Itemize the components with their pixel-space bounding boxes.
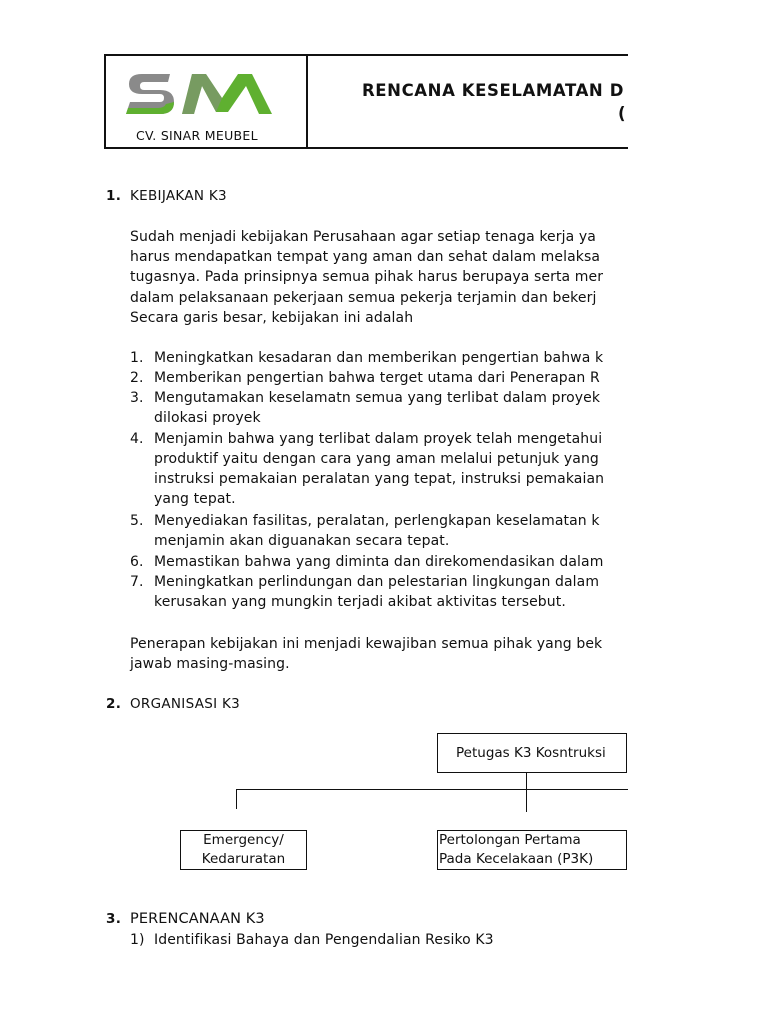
closing-line: jawab masing-masing. [130, 656, 290, 673]
intro-line: Sudah menjadi kebijakan Perusahaan agar setiap tenaga kerja ya [130, 229, 596, 245]
org-box-p3k [437, 830, 627, 870]
policy-item-text: yang tepat. [154, 491, 236, 507]
policy-item-6 [130, 552, 628, 572]
section-2-number: 2. [106, 696, 122, 712]
section-1-closing [130, 634, 602, 674]
policy-item-number: 4. [130, 431, 144, 447]
policy-item-text: Mengutamakan keselamatn semua yang terlibat dalam proyek [154, 390, 601, 406]
policy-item-text: dilokasi proyek [154, 410, 261, 426]
policy-item-number: 1. [130, 350, 144, 366]
closing-line: Penerapan kebijakan ini menjadi kewajiban semua pihak yang bek [130, 636, 603, 652]
policy-item-number: 6. [130, 554, 144, 570]
org-box-petugas-k3 [437, 733, 627, 773]
company-name: CV. SINAR MEUBEL [136, 128, 258, 143]
policy-item-number: 7. [130, 574, 144, 590]
policy-item-2 [130, 368, 628, 388]
policy-item-text: menjamin akan diguanakan secara tepat. [154, 533, 450, 549]
policy-item-text: Menyediakan fasilitas, peralatan, perlengkapan keselamatan k [154, 513, 600, 529]
section-3-sub-text: Identifikasi Bahaya dan Pengendalian Resiko K3 [154, 932, 494, 948]
section-3-heading: PERENCANAAN K3 [130, 911, 265, 927]
policy-item-1 [130, 348, 628, 368]
policy-item-text: Meningkatkan kesadaran dan memberikan pengertian bahwa k [154, 350, 604, 366]
policy-item-text: instruksi pemakaian peralatan yang tepat, instruksi pemakaian [154, 471, 605, 487]
org-box-label: Emergency/ [203, 832, 284, 848]
document-title: RENCANA KESELAMATAN D [362, 81, 624, 100]
policy-item-5 [130, 511, 628, 551]
section-3-sub-number: 1) [130, 932, 145, 948]
intro-line: tugasnya. Pada prinsipnya semua pihak harus berupaya serta mer [130, 269, 604, 286]
header-divider [306, 54, 308, 149]
intro-line: dalam pelaksanaan pekerjaan semua pekerja terjamin dan bekerj [130, 289, 597, 306]
section-2-heading: ORGANISASI K3 [130, 696, 241, 712]
section-1-intro [130, 227, 603, 328]
policy-item-text: Memastikan bahwa yang diminta dan direkomendasikan dalam [154, 554, 604, 570]
policy-item-4 [130, 429, 628, 510]
policy-item-text: Memberikan pengertian bahwa terget utama dari Penerapan R [154, 370, 600, 386]
policy-item-text: Menjamin bahwa yang terlibat dalam proyek telah mengetahui [154, 431, 603, 447]
policy-item-text: produktif yaitu dengan cara yang aman melalui petunjuk yang [154, 451, 599, 467]
company-logo [126, 70, 276, 118]
org-box-emergency [180, 830, 307, 870]
org-box-label: Petugas K3 Kosntruksi [456, 745, 606, 761]
intro-line: Secara garis besar, kebijakan ini adalah [130, 309, 414, 326]
intro-line: harus mendapatkan tempat yang aman dan sehat dalam melaksa [130, 249, 601, 266]
policy-item-text: Meningkatkan perlindungan dan pelestarian lingkungan dalam [154, 574, 600, 590]
org-box-label: Kedaruratan [201, 851, 286, 867]
org-box-label: Pertolongan Pertama [439, 832, 581, 848]
section-1-number: 1. [106, 188, 122, 204]
policy-item-7 [130, 572, 628, 612]
policy-item-number: 3. [130, 390, 144, 406]
document-title-line2: ( [618, 104, 627, 123]
org-horizontal-line [236, 789, 628, 790]
section-3-number: 3. [106, 911, 122, 927]
section-1-heading: KEBIJAKAN K3 [130, 188, 227, 204]
policy-item-text: kerusakan yang mungkin terjadi akibat aktivitas tersebut. [154, 594, 566, 610]
org-box-label: Pada Kecelakaan (P3K) [439, 851, 594, 867]
policy-item-number: 2. [130, 370, 144, 386]
policy-item-3 [130, 388, 628, 428]
policy-item-number: 5. [130, 513, 144, 529]
org-left-connector [236, 789, 237, 809]
